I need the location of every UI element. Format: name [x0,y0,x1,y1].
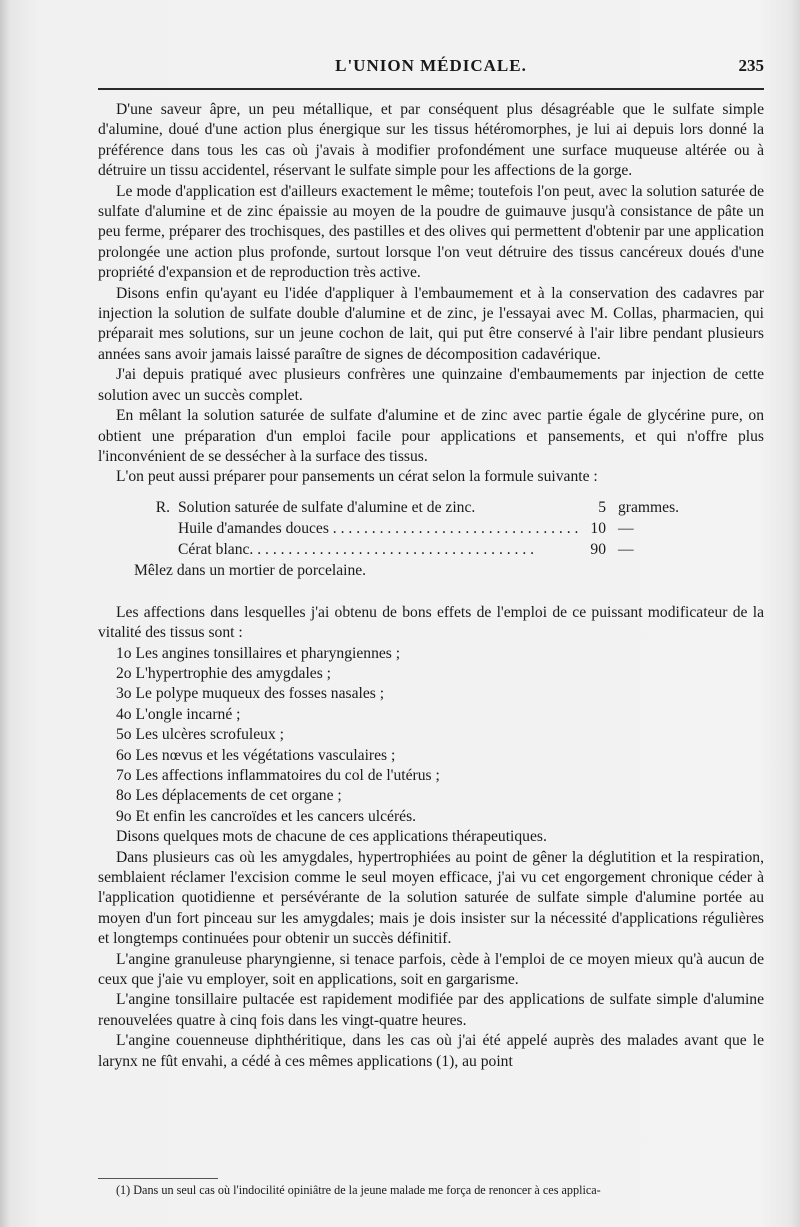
list-item: 5o Les ulcères scrofuleux ; [116,726,285,744]
list-item: 1o Les angines tonsillaires et pharyngiennes ; [116,644,401,662]
paragraph: Disons quelques mots de chacune de ces applications thérapeutiques. [116,828,547,846]
paragraph: Disons enfin qu'ayant eu l'idée d'appliquer à l'embaumement et à la conservation des cadavres par injection la solution de sulfate double d'alumine et de zinc, je l'essayai avec M. Collas, pharmacien, qui préparait mes solutions, sur un jeune cochon de lait, qui put être conservé à l'air libre pendant plusieurs années sans avoir jamais laissé paraître de signes de décomposition cadavérique. [98,284,764,363]
footnote-rule [98,1178,218,1179]
running-title: L'UNION MÉDICALE. [335,56,527,75]
page-header [98,56,764,82]
formula-ingredient: Huile d'amandes douces . . . [178,518,578,539]
formula-qty: 90 [590,540,606,558]
formula-row [98,518,764,539]
list-item: 4o L'ongle incarné ; [116,705,241,723]
paragraph: J'ai depuis pratiqué avec plusieurs confrères une quinzaine d'embaumements par injection de cette solution avec un succès complet. [98,366,764,404]
formula-qty: 5 [598,498,606,516]
list-item: 2o L'hypertrophie des amygdales ; [116,664,332,682]
paragraph: L'angine tonsillaire pultacée est rapidement modifiée par des applications de sulfate simple d'alumine renouvelées quatre à cinq fois dans les vingt-quatre heures. [98,991,764,1029]
formula-row [98,497,764,518]
formula-row [98,539,764,560]
affections-list [98,644,764,828]
list-item: 6o Les nœvus et les végétations vasculaires ; [116,746,396,764]
formula-instruction: Mêlez dans un mortier de porcelaine. [134,561,367,579]
page-number: 235 [738,56,764,75]
list-item: 9o Et enfin les cancroïdes et les cancers ulcérés. [116,807,417,825]
formula-unit: grammes. [618,498,680,516]
formula-block [98,497,764,581]
list-item: 3o Le polype muqueux des fosses nasales ; [116,685,385,703]
paragraph: L'angine granuleuse pharyngienne, si tenace parfois, cède à l'emploi de ce moyen mieux qu'à aucun de ceux que j'aie vu employer, soit en applications, soit en gargarisme. [98,950,764,989]
paragraph: Dans plusieurs cas où les amygdales, hypertrophiées au point de gêner la déglutition et la respiration, semblaient réclamer l'excision comme le seul moyen efficace, j'ai vu cet engorgement chronique céder à l'application quotidienne et persévérante de la solution saturée de sulfate simple d'alumine portée au moyen d'un fort pinceau sur les amygdales; mais je dois insister sur la nécessité d'applications régulières et longtemps continuées pour obtenir un succès définitif. [98,848,764,948]
formula-ingredient: Solution saturée de sulfate d'alumine et de zinc. [178,498,476,516]
list-item: 8o Les déplacements de cet organe ; [116,787,342,805]
formula-unit: — [618,519,634,537]
list-item: 7o Les affections inflammatoires du col de l'utérus ; [116,766,440,784]
formula-unit: — [618,540,634,558]
body-text [98,100,764,1072]
formula-rx: R. [155,498,170,516]
header-rule [98,88,764,90]
formula-qty: 10 [590,519,606,537]
paragraph: Le mode d'application est d'ailleurs exactement le même; toutefois l'on peut, avec la solution saturée de sulfate d'alumine et de zinc épaissie au moyen de la poudre de guimauve jusqu'à consistance de pâte un peu ferme, préparer des trochisques, des pastilles et des olives qui permettent d'obtenir par une application prolongée une action plus profonde, surtout lorsque l'on veut détruire des tissus cancéreux doués d'une propriété d'expansion et de reproduction très active. [98,182,764,282]
paragraph: L'on peut aussi préparer pour pansements un cérat selon la formule suivante : [116,468,598,486]
paragraph: L'angine couenneuse diphthéritique, dans les cas où j'ai été appelé auprès des malades avant que le larynx ne fût envahi, a cédé à ces mêmes applications (1), au point [98,1032,764,1070]
affections-intro: Les affections dans lesquelles j'ai obtenu de bons effets de l'emploi de ce puissant modificateur de la vitalité des tissus sont : [98,603,764,642]
formula-ingredient: Cérat blanc. . . . [178,539,578,560]
paragraph: En mêlant la solution saturée de sulfate d'alumine et de zinc avec partie égale de glycérine pure, on obtient une préparation d'un emploi facile pour applications et pansements, et qui n'offre plus l'inconvénient de se dessécher à la surface des tissus. [98,407,764,465]
footnote: (1) Dans un seul cas où l'indocilité opiniâtre de la jeune malade me força de renoncer à ces applica- [116,1183,601,1197]
paragraph: D'une saveur âpre, un peu métallique, et par conséquent plus désagréable que le sulfate simple d'alumine, doué d'une action plus énergique sur les tissus hétéromorphes, je lui ai depuis lors donné la préférence dans tous les cas où j'avais à modifier profondément une surface muqueuse altérée ou à détruire un tissu accidentel, réservant le sulfate simple pour les affections de la gorge. [98,101,764,180]
